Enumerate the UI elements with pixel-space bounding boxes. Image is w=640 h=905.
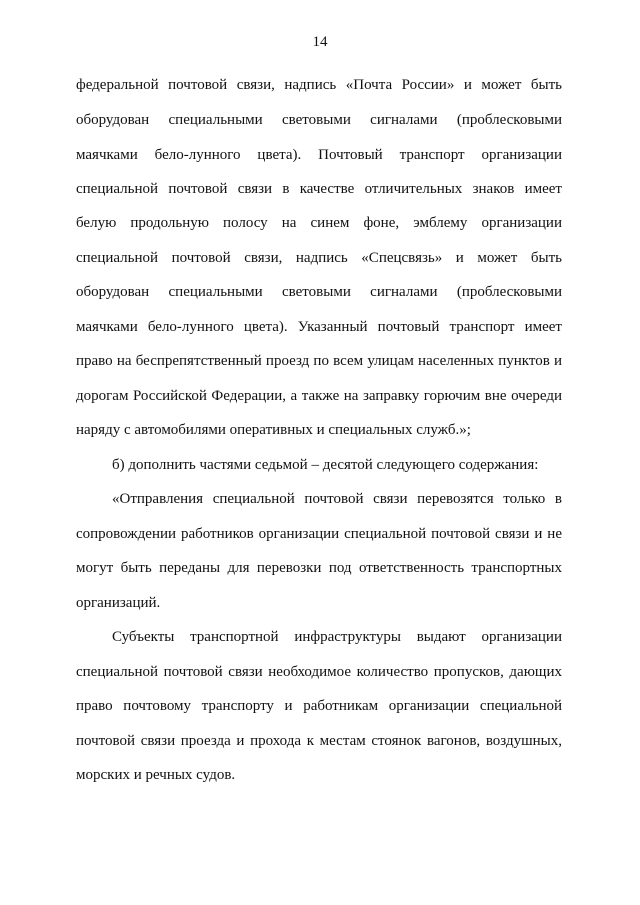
text-line: организаций. <box>76 595 161 611</box>
text-line: маячками бело-лунного цвета). Почтовый транспорт организации <box>76 147 562 163</box>
text-line: белую продольную полосу на синем фоне, эмблему организации <box>76 215 562 231</box>
text-line: дорогам Российской Федерации, а также на заправку горючим вне очереди <box>76 388 562 404</box>
text-line: специальной почтовой связи, надпись «Спецсвязь» и может быть <box>76 250 562 266</box>
text-line: специальной почтовой связи в качестве отличительных знаков имеет <box>76 181 562 197</box>
page-number: 14 <box>312 34 328 50</box>
text-line: федеральной почтовой связи, надпись «Почта России» и может быть <box>76 77 562 93</box>
text-line: специальной почтовой связи необходимое количество пропусков, дающих <box>76 664 562 680</box>
paragraph-first-line: б) дополнить частями седьмой – десятой следующего содержания: <box>112 457 539 473</box>
text-line: могут быть переданы для перевозки под ответственность транспортных <box>76 560 562 576</box>
text-line: сопровождении работников организации специальной почтовой связи и не <box>76 526 562 542</box>
text-line: маячками бело-лунного цвета). Указанный почтовый транспорт имеет <box>76 319 562 335</box>
text-line: морских и речных судов. <box>76 767 236 783</box>
text-line: право на беспрепятственный проезд по всем улицам населенных пунктов и <box>76 353 562 369</box>
text-line: оборудован специальными световыми сигналами (проблесковыми <box>76 284 562 300</box>
text-line: право почтовому транспорту и работникам организации специальной <box>76 698 562 714</box>
paragraph-first-line: Субъекты транспортной инфраструктуры выдают организации <box>112 629 562 645</box>
paragraph-first-line: «Отправления специальной почтовой связи перевозятся только в <box>112 491 562 507</box>
text-line: наряду с автомобилями оперативных и специальных служб.»; <box>76 422 471 438</box>
text-line: почтовой связи проезда и прохода к местам стоянок вагонов, воздушных, <box>76 733 562 749</box>
text-line: оборудован специальными световыми сигналами (проблесковыми <box>76 112 562 128</box>
